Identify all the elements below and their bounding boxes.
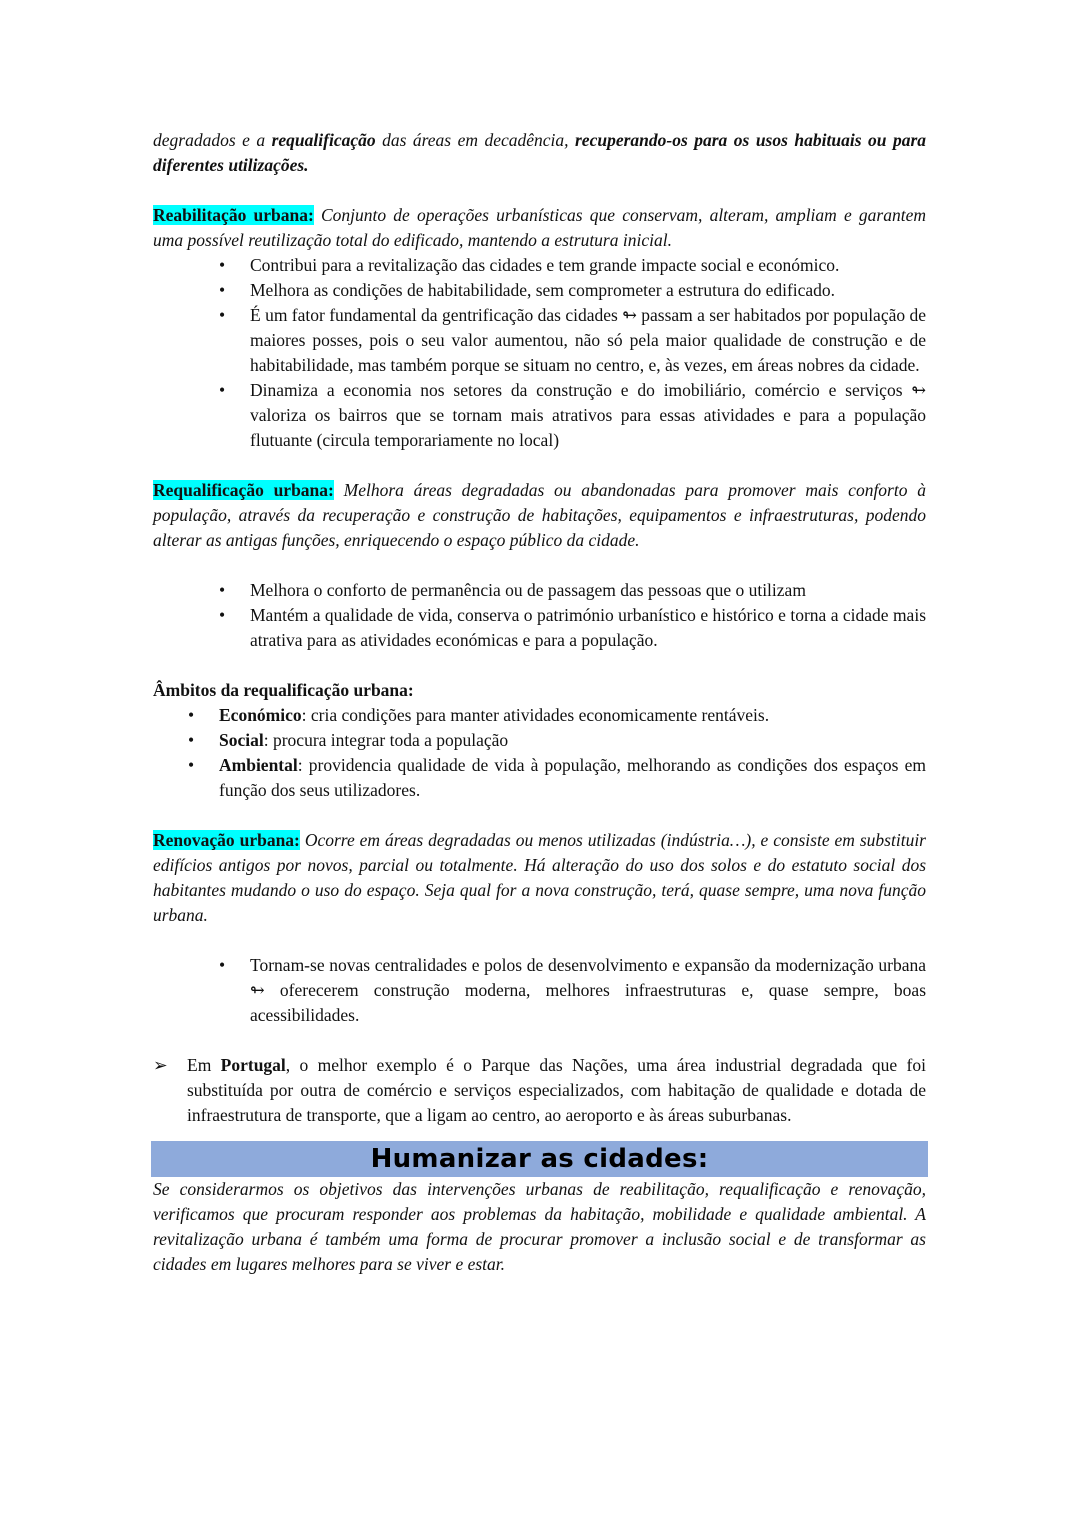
list-item: • Mantém a qualidade de vida, conserva o património urbanístico e histórico e torna a cidade mais atrativa para as atividades económicas e para a população. <box>153 603 926 653</box>
list-item: • Dinamiza a economia nos setores da construção e do imobiliário, comércio e serviços ↬ valoriza os bairros que se tornam mais atrativos para essas atividades e para a população flutuante (circula temporariamente no local) <box>153 378 926 453</box>
list-item <box>153 703 926 728</box>
document-body <box>153 128 926 1277</box>
list-item <box>153 728 926 753</box>
ambitos-heading-text: Âmbitos da requalificação urbana: <box>153 680 414 700</box>
ambito-text: : cria condições para manter atividades economicamente rentáveis. <box>301 705 770 725</box>
arrow-bullet-icon: ➢ <box>153 1055 168 1075</box>
intro-text-1: degradados e a <box>153 130 272 150</box>
requalificacao-term: Requalificação urbana: <box>153 480 334 500</box>
intro-bold-2: recuperando-os para os usos habituais ou para diferentes utilizações. <box>153 130 927 175</box>
list-item: • É um fator fundamental da gentrificação das cidades ↬ passam a ser habitados por população de maiores posses, pois o seu valor aumentou, não só pela maior qualidade de construção e de habitabilidade, mas também porque se situam no centro, e, às vezes, em áreas nobres da cidade. <box>153 303 926 378</box>
requalificacao-list <box>153 578 926 653</box>
portugal-paragraph <box>153 1053 926 1128</box>
ambitos-heading <box>153 678 926 703</box>
ambito-term: Ambiental <box>219 755 298 775</box>
humanizar-paragraph: Se considerarmos os objetivos das intervenções urbanas de reabilitação, requalificação e renovação, verificamos que procuram responder aos problemas da habitação, mobilidade e qualidade ambiental. A revitalização urbana é também uma forma de procurar promover a inclusão social e de transformar as cidades em lugares melhores para se viver e estar. <box>153 1179 926 1274</box>
list-item: • Melhora o conforto de permanência ou de passagem das pessoas que o utilizam <box>153 578 926 603</box>
reabilitacao-term: Reabilitação urbana: <box>153 205 314 225</box>
requalificacao-definition <box>153 478 926 553</box>
reabilitacao-text: Conjunto de operações urbanísticas que conservam, alteram, ampliam e garantem uma possível reutilização total do edificado, mantendo a estrutura inicial. <box>153 205 926 250</box>
renovacao-list <box>153 953 926 1028</box>
ambito-text: : procura integrar toda a população <box>263 730 509 750</box>
portugal-text-2: , o melhor exemplo é o Parque das Nações, uma área industrial degradada que foi substituída por outra de comércio e serviços especializados, com habitação de qualidade e dotada de infraestrutura de transporte, que a ligam ao centro, ao aeroporto e às áreas suburbanas. <box>187 1055 926 1125</box>
renovacao-definition <box>153 828 926 928</box>
list-item: • Tornam-se novas centralidades e polos de desenvolvimento e expansão da modernização urbana ↬ oferecerem construção moderna, melhores infraestruturas e, quase sempre, boas acessibilidades. <box>153 953 926 1028</box>
ambitos-list <box>153 703 926 803</box>
ambito-text: : providencia qualidade de vida à população, melhorando as condições dos espaços em função dos seus utilizadores. <box>219 755 926 800</box>
reabilitacao-definition <box>153 203 926 253</box>
ambito-term: Económico <box>219 705 302 725</box>
intro-bold-1: requalificação <box>271 130 376 150</box>
renovacao-text: Ocorre em áreas degradadas ou menos utilizadas (indústria…), e consiste em substituir edifícios antigos por novos, parcial ou totalmente. Há alteração do uso dos solos e do estatuto social dos habitantes mudando o uso do espaço. Seja qual for a nova construção, terá, quase sempre, uma nova função urbana. <box>153 830 926 925</box>
portugal-bold: Portugal <box>220 1055 286 1075</box>
portugal-text-1: Em <box>187 1055 221 1075</box>
intro-text-2: das áreas em decadência, <box>375 130 575 150</box>
list-item: • Contribui para a revitalização das cidades e tem grande impacte social e económico. <box>153 253 926 278</box>
ambito-term: Social <box>219 730 264 750</box>
list-item <box>153 753 926 803</box>
humanizar-banner: Humanizar as cidades: <box>151 1141 928 1177</box>
intro-paragraph <box>153 128 926 178</box>
requalificacao-text: Melhora áreas degradadas ou abandonadas para promover mais conforto à população, através da recuperação e construção de habitações, equipamentos e infraestruturas, podendo alterar as antigas funções, enriquecendo o espaço público da cidade. <box>153 480 926 550</box>
list-item: • Melhora as condições de habitabilidade, sem comprometer a estrutura do edificado. <box>153 278 926 303</box>
reabilitacao-list <box>153 253 926 453</box>
renovacao-term: Renovação urbana: <box>153 830 300 850</box>
